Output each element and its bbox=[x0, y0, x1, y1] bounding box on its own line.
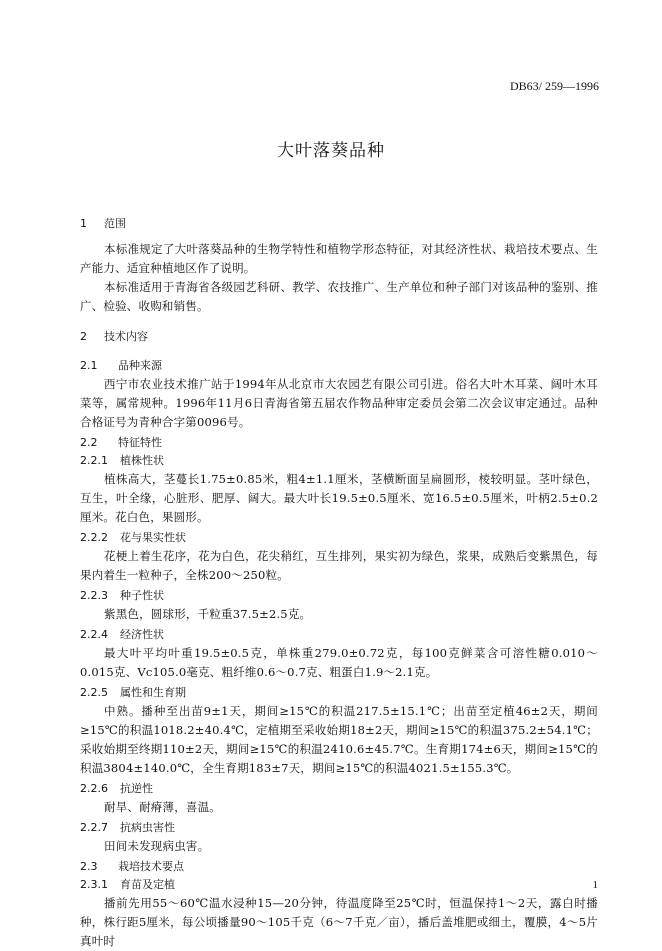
clause-title: 经济性状 bbox=[120, 628, 164, 641]
clause-title: 植株性状 bbox=[120, 454, 164, 467]
subsection-number: 2.1 bbox=[80, 359, 98, 372]
clause-number: 2.2.2 bbox=[80, 531, 108, 544]
seed-traits-paragraph: 紫黑色，圆球形，千粒重37.5±2.5克。 bbox=[104, 607, 312, 621]
page-number: 1 bbox=[592, 879, 598, 891]
clause-number: 2.2.7 bbox=[80, 821, 108, 834]
clause-title: 育苗及定植 bbox=[120, 878, 175, 891]
subsection-2-2-heading bbox=[80, 434, 598, 452]
scope-paragraph-2: 本标准适用于青海省各级园艺科研、教学、农技推广、生产单位和种子部门对该品种的鉴别、推广、检验、收购和销售。 bbox=[80, 280, 598, 313]
plant-traits-paragraph: 植株高大，茎蔓长1.75±0.85米，粗4±1.1厘米，茎横断面呈扁圆形，棱较明显。茎叶绿色，互生，叶全缘，心脏形、肥厚、阔大。最大叶长19.5±0.5厘米、宽16.5±0.5厘米，叶柄2.5±0.2厘米。花白色，果圆形。 bbox=[80, 472, 598, 524]
section-2-heading bbox=[80, 327, 598, 346]
clause-2-2-6-heading bbox=[80, 780, 598, 798]
subsection-2-1-heading bbox=[80, 357, 598, 375]
economic-traits-paragraph: 最大叶平均叶重19.5±0.5克，单株重279.0±0.72克，每100克鲜菜含可溶性糖0.010～0.015克、Vc105.0毫克、粗纤维0.6～0.7克、粗蛋白1.9～2.1克。 bbox=[80, 646, 598, 679]
standard-code: DB63/ 259—1996 bbox=[509, 79, 599, 93]
section-title: 范围 bbox=[104, 217, 126, 230]
clause-number: 2.2.6 bbox=[80, 782, 108, 795]
clause-title: 种子性状 bbox=[120, 589, 164, 602]
clause-2-2-5-heading bbox=[80, 684, 598, 702]
flower-fruit-paragraph: 花梗上着生花序，花为白色，花尖稍红，互生排列，果实初为绿色，浆果，成熟后变紫黑色，每果内着生一粒种子，全株200～250粒。 bbox=[80, 549, 598, 582]
clause-title: 花与果实性状 bbox=[120, 531, 186, 544]
subsection-title: 栽培技术要点 bbox=[118, 860, 184, 873]
pest-resistance-paragraph: 田间未发现病虫害。 bbox=[104, 839, 210, 853]
page-title: 大叶落葵品种 bbox=[277, 141, 385, 161]
growth-period-paragraph: 中熟。播种至出苗9±1天，期间≥15℃的积温217.5±15.1℃；出苗至定植46±2天，期间≥15℃的积温1018.2±40.4℃，定植期至采收始期18±2天，期间≥15℃的积温375.2±54.1℃；采收始期至终期110±2天，期间≥15℃的积温2410.6±45.7℃。生育期174±6天，期间≥15℃的积温3804±140.0℃，全生育期183±7天，期间≥15℃的积温4021.5±155.3℃。 bbox=[80, 704, 598, 775]
subsection-title: 品种来源 bbox=[118, 359, 162, 372]
clause-number: 2.3.1 bbox=[80, 878, 108, 891]
subsection-number: 2.3 bbox=[80, 860, 98, 873]
clause-number: 2.2.4 bbox=[80, 628, 108, 641]
clause-2-3-1-heading bbox=[80, 876, 598, 894]
scope-paragraph-1: 本标准规定了大叶落葵品种的生物学特性和植物学形态特征，对其经济性状、栽培技术要点、生产能力、适宜种植地区作了说明。 bbox=[80, 242, 598, 275]
clause-number: 2.2.5 bbox=[80, 686, 108, 699]
section-number: 1 bbox=[80, 217, 87, 230]
section-1-heading bbox=[80, 214, 598, 233]
clause-title: 抗病虫害性 bbox=[120, 821, 175, 834]
variety-source-paragraph: 西宁市农业技术推广站于1994年从北京市大农园艺有限公司引进。俗名大叶木耳菜、阔叶木耳菜等，属常规种。1996年11月6日青海省第五届农作物品种审定委员会第二次会议审定通过。品种合格证号为青种合字第0096号。 bbox=[80, 377, 598, 429]
subsection-title: 特征特性 bbox=[118, 436, 162, 449]
clause-title: 属性和生育期 bbox=[120, 686, 186, 699]
section-number: 2 bbox=[80, 330, 87, 343]
clause-2-2-1-heading bbox=[80, 452, 598, 470]
stress-resistance-paragraph: 耐旱、耐瘠薄，喜温。 bbox=[104, 800, 221, 814]
clause-number: 2.2.1 bbox=[80, 454, 108, 467]
clause-number: 2.2.3 bbox=[80, 589, 108, 602]
clause-title: 抗逆性 bbox=[120, 782, 153, 795]
seedling-planting-paragraph: 播前先用55～60℃温水浸种15—20分钟，待温度降至25℃时，恒温保持1～2天，露白时播种，株行距5厘米，每公顷播量90～105千克（6～7千克／亩），播后盖堆肥或细土，覆膜，4～5片真叶时 bbox=[80, 896, 598, 948]
subsection-2-3-heading bbox=[80, 858, 598, 876]
subsection-number: 2.2 bbox=[80, 436, 98, 449]
clause-2-2-4-heading bbox=[80, 626, 598, 644]
section-title: 技术内容 bbox=[104, 330, 148, 343]
document-body bbox=[80, 214, 598, 951]
clause-2-2-7-heading bbox=[80, 819, 598, 837]
clause-2-2-3-heading bbox=[80, 587, 598, 605]
clause-2-2-2-heading bbox=[80, 529, 598, 547]
